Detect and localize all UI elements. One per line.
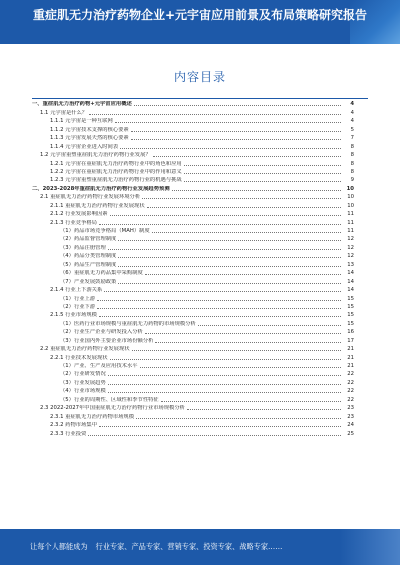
- toc-page-number: 4: [350, 101, 354, 108]
- toc-page-number: 11: [347, 219, 354, 226]
- toc-entry[interactable]: [32, 183, 354, 191]
- toc-entry-text: （1）产业、生产及应用技术水平: [60, 363, 138, 369]
- toc-entry[interactable]: [32, 428, 354, 436]
- toc-page-number: 14: [347, 270, 354, 277]
- toc-leader-dots: [145, 333, 341, 334]
- toc-page-number: 22: [347, 396, 354, 403]
- toc-leader-dots: [136, 418, 341, 419]
- toc-entry[interactable]: [32, 133, 354, 141]
- toc-leader-dots: [118, 266, 341, 267]
- toc-page-number: 13: [347, 261, 354, 268]
- toc-leader-dots: [142, 198, 341, 199]
- toc-entry-text: （1）医药行业市场规模与重症肌无力药物的市场规模分析: [60, 320, 196, 327]
- toc-leader-dots: [145, 274, 341, 275]
- toc-entry-text: 1.2 元宇宙重塑重症肌无力治疗药物行业发展？: [40, 152, 151, 159]
- toc-entry[interactable]: [32, 335, 354, 343]
- toc-leader-dots: [184, 181, 341, 182]
- toc-entry[interactable]: [32, 107, 354, 115]
- toc-entry[interactable]: [32, 352, 354, 360]
- toc-leader-dots: [97, 300, 341, 301]
- toc-entry-text: （1）行业上游: [60, 295, 96, 302]
- toc-entry-text: （3）行业国内外主要企业市场份额分析: [60, 337, 154, 344]
- toc-entry[interactable]: [32, 394, 354, 402]
- toc-entry[interactable]: [32, 293, 354, 301]
- toc-leader-dots: [134, 105, 341, 106]
- toc-leader-dots: [187, 409, 341, 410]
- toc-leader-dots: [152, 232, 341, 233]
- toc-page-number: 12: [347, 253, 354, 260]
- toc-page-number: 22: [347, 388, 354, 395]
- report-header: [0, 0, 400, 44]
- toc-entry[interactable]: [32, 200, 354, 208]
- toc-entry-text: 2.3.2 药物市场集中: [50, 422, 97, 429]
- toc-entry[interactable]: [32, 116, 354, 124]
- toc-entry-text: 1.2.2 元宇宙在重症肌无力治疗药物行业中的作用和意义: [50, 168, 182, 175]
- toc-page-number: 12: [347, 244, 354, 251]
- toc-page-number: 14: [347, 278, 354, 285]
- toc-page-number: 25: [347, 430, 354, 437]
- toc-leader-dots: [153, 156, 341, 157]
- toc-entry-text: 2.1.4 行业上下游关系: [50, 287, 103, 294]
- toc-page-number: 7: [350, 135, 354, 142]
- toc-page-number: 16: [347, 329, 354, 336]
- toc-leader-dots: [131, 139, 341, 140]
- toc-page-number: 22: [347, 379, 354, 386]
- toc-leader-dots: [131, 131, 341, 132]
- toc-entry-text: 二、2023-2028年重症肌无力治疗药物行业发展趋势预测: [32, 185, 170, 192]
- toc-page-number: 14: [347, 287, 354, 294]
- toc-entry-text: 1.1.3 元宇宙发展天然的核心要素: [50, 135, 129, 142]
- toc-page-number: 23: [347, 405, 354, 412]
- toc-entry-text: （4）药品分类管理制度: [60, 253, 117, 260]
- toc-entry-text: （2）行业生产企业与研发投入分析: [60, 329, 143, 336]
- toc-leader-dots: [108, 384, 341, 385]
- toc-page-number: 15: [347, 295, 354, 302]
- footer-banner: [0, 529, 400, 565]
- toc-entry[interactable]: [32, 217, 354, 225]
- toc-entry[interactable]: [32, 420, 354, 428]
- toc-leader-dots: [99, 426, 341, 427]
- toc-entry-text: （5）行业的周期性、区域性和季节性特征: [60, 396, 159, 403]
- footer-accent: [340, 529, 400, 565]
- toc-entry[interactable]: [32, 141, 354, 149]
- toc-page-number: 12: [347, 236, 354, 243]
- report-title: 重症肌无力治疗药物企业+元宇宙应用前景及布局策略研究报告: [32, 8, 368, 22]
- toc-entry[interactable]: [32, 268, 354, 276]
- toc-leader-dots: [120, 148, 341, 149]
- toc-page-number: 8: [350, 152, 354, 159]
- toc-page-number: 15: [347, 303, 354, 310]
- toc-entry-text: （3）药品注册管理: [60, 244, 106, 251]
- toc-leader-dots: [108, 375, 341, 376]
- toc-entry[interactable]: [32, 209, 354, 217]
- toc-page-number: 22: [347, 371, 354, 378]
- toc-entry-text: 1.2.1 元宇宙在重症肌无力治疗药物行业中的角色和应用: [50, 160, 182, 167]
- toc-page-number: 8: [350, 168, 354, 175]
- toc-leader-dots: [104, 291, 341, 292]
- toc-entry-text: 2.3.1 重症肌无力治疗药物市场规模: [50, 413, 135, 420]
- toc-leader-dots: [110, 359, 341, 360]
- toc-leader-dots: [172, 190, 341, 191]
- toc-page-number: 21: [347, 346, 354, 353]
- toc-page-number: 23: [347, 413, 354, 420]
- toc-entry[interactable]: [32, 242, 354, 250]
- toc-entry-text: 2.1.3 行业竞争格局: [50, 219, 97, 226]
- toc-entry-text: 1.1 元宇宙是什么？: [40, 109, 88, 116]
- header-accent: [350, 0, 400, 44]
- toc-leader-dots: [198, 325, 341, 326]
- toc-leader-dots: [115, 122, 341, 123]
- toc-entry[interactable]: [32, 344, 354, 352]
- toc-leader-dots: [155, 342, 341, 343]
- toc-page-number: 15: [347, 320, 354, 327]
- toc-entry-text: 2.3 2022-2027年中国重症肌无力治疗药物行业市场规模分析: [40, 405, 185, 412]
- toc-page-number: 11: [347, 228, 354, 234]
- toc-leader-dots: [147, 207, 341, 208]
- toc-entry-text: 2.3.3 行业投资: [50, 430, 87, 437]
- toc-entry[interactable]: [32, 158, 354, 166]
- toc-entry-text: 1.2.3 元宇宙重塑重症肌无力治疗药物行业的机遇与挑战: [50, 177, 182, 184]
- toc-entry-text: （5）药品生产管理制度: [60, 261, 117, 268]
- toc-entry[interactable]: [32, 327, 354, 335]
- toc-entry[interactable]: [32, 259, 354, 267]
- toc-leader-dots: [99, 316, 341, 317]
- toc-entry-text: 2.1.1 重症肌无力治疗药物行业发展现状: [50, 202, 145, 209]
- toc-page-number: 21: [347, 354, 354, 361]
- toc-entry-text: （4）行业市场规模: [60, 388, 106, 395]
- toc-page-number: 17: [347, 337, 354, 344]
- toc-page-number: 4: [350, 109, 354, 116]
- toc-entry[interactable]: [32, 234, 354, 242]
- toc-entry-text: 1.1.2 元宇宙技术支撑的核心要素: [50, 126, 129, 133]
- toc-page-number: 11: [347, 211, 354, 218]
- toc-leader-dots: [184, 165, 341, 166]
- toc-leader-dots: [97, 308, 341, 309]
- toc-leader-dots: [108, 392, 341, 393]
- toc-leader-dots: [132, 350, 341, 351]
- toc-entry[interactable]: [32, 167, 354, 175]
- toc-entry[interactable]: [32, 226, 354, 234]
- toc-entry-text: 2.1.5 行业市场规模: [50, 312, 97, 319]
- toc-entry-text: （2）行业研发情况: [60, 371, 106, 378]
- toc-entry[interactable]: [32, 251, 354, 259]
- toc-page-number: 15: [347, 312, 354, 319]
- toc-page-number: 4: [350, 118, 354, 125]
- toc-entry-text: 一、重症肌无力治疗药物+元宇宙应用概述: [32, 101, 132, 108]
- toc-leader-dots: [99, 224, 341, 225]
- toc-entry-text: 2.1 重症肌无力治疗药物行业发展环境分析: [40, 194, 141, 201]
- toc-entry[interactable]: [32, 192, 354, 200]
- toc-entry[interactable]: [32, 361, 354, 369]
- toc-entry[interactable]: [32, 318, 354, 326]
- toc-entry[interactable]: [32, 285, 354, 293]
- toc-entry-text: （2）行业下游: [60, 303, 96, 310]
- toc-entry[interactable]: [32, 377, 354, 385]
- toc-entry-text: 2.1.2 行业发展影响因素: [50, 211, 108, 218]
- footer-slogan: 让每个人都能成为: [30, 542, 88, 551]
- toc-page-number: 8: [350, 143, 354, 150]
- toc-entry-text: 1.1.4 元宇宙企业进入时间表: [50, 143, 119, 150]
- toc-entry-text: 2.2 重症肌无力治疗药物行业发展现状: [40, 346, 130, 353]
- toc-entry[interactable]: [32, 411, 354, 419]
- toc-entry[interactable]: [32, 124, 354, 132]
- toc-entry-text: （6）重症肌无力药品集中采购制度: [60, 270, 143, 277]
- toc-page-number: 24: [347, 422, 354, 429]
- toc-page-number: 8: [350, 160, 354, 167]
- toc-page-number: 21: [347, 363, 354, 369]
- toc-leader-dots: [140, 367, 341, 368]
- toc-entry[interactable]: [32, 386, 354, 394]
- toc-leader-dots: [118, 240, 341, 241]
- toc-entry[interactable]: [32, 276, 354, 284]
- toc-entry-text: （2）药品监督管理制度: [60, 236, 117, 243]
- toc-page-number: 9: [350, 177, 354, 184]
- toc-leader-dots: [118, 283, 341, 284]
- toc-heading: 内容目录: [173, 70, 226, 84]
- toc-leader-dots: [108, 249, 341, 250]
- toc-entry-text: （7）产业发展鼓励政策: [60, 278, 117, 285]
- toc-page-number: 10: [346, 185, 354, 192]
- toc-leader-dots: [161, 401, 341, 402]
- toc-entry-text: （1）药品市场竞争格局（MAH）制度: [60, 228, 150, 234]
- toc-entry[interactable]: [32, 175, 354, 183]
- toc-page-number: 10: [347, 194, 354, 201]
- toc-leader-dots: [89, 114, 341, 115]
- toc-entry[interactable]: [32, 310, 354, 318]
- toc-leader-dots: [110, 215, 341, 216]
- table-of-contents: [32, 99, 354, 509]
- toc-page-number: 10: [347, 202, 354, 209]
- toc-entry-text: 1.1.1 元宇宙是一种互联网: [50, 118, 113, 125]
- toc-entry-text: 2.2.1 行业技术发展现状: [50, 354, 108, 361]
- toc-entry[interactable]: [32, 150, 354, 158]
- toc-entry[interactable]: [32, 302, 354, 310]
- toc-page-number: 5: [350, 126, 354, 133]
- toc-leader-dots: [118, 257, 341, 258]
- toc-leader-dots: [88, 435, 341, 436]
- toc-entry[interactable]: [32, 99, 354, 107]
- toc-entry-text: （3）行业发展趋势: [60, 379, 106, 386]
- toc-entry[interactable]: [32, 369, 354, 377]
- toc-entry[interactable]: [32, 403, 354, 411]
- footer-tagline: 行业专家、产品专家、营销专家、投资专家、战略专家……: [95, 542, 283, 551]
- toc-leader-dots: [184, 173, 341, 174]
